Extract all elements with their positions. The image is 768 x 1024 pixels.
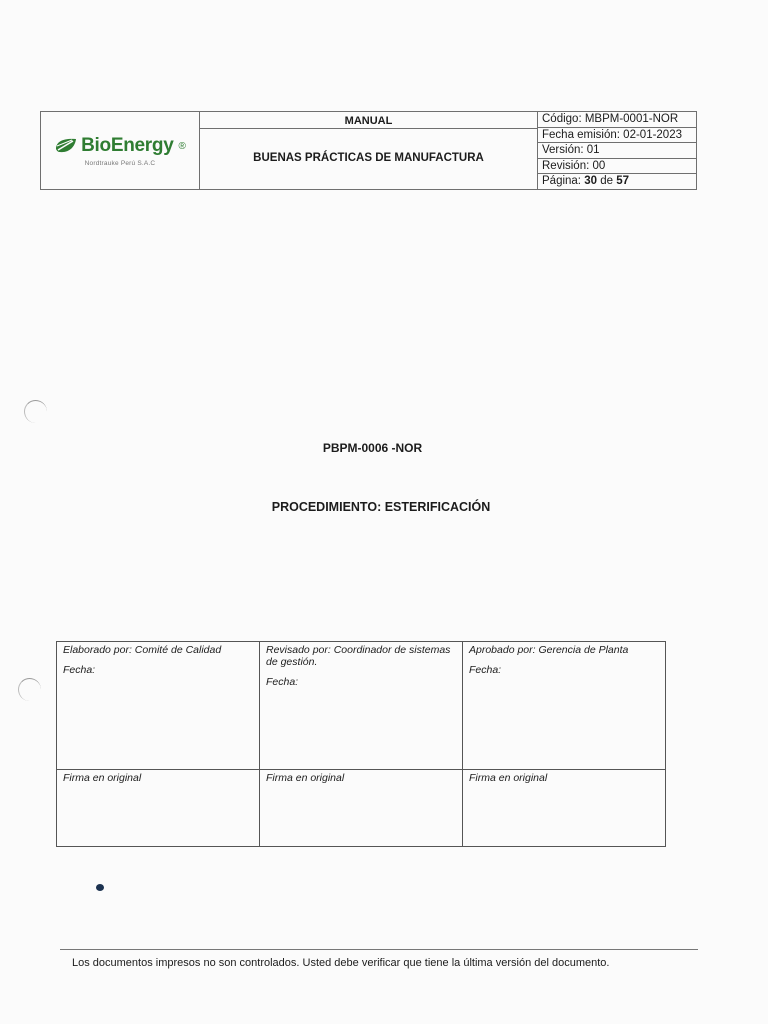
punch-hole-mark-bottom bbox=[18, 678, 41, 701]
footer-note: Los documentos impresos no son controlados. Usted debe verificar que tiene la última versión del documento. bbox=[72, 957, 610, 969]
procedure-title: PROCEDIMIENTO: ESTERIFICACIÓN bbox=[271, 500, 491, 514]
elaborado-firma: Firma en original bbox=[57, 770, 260, 847]
document-type: MANUAL bbox=[200, 114, 537, 129]
leaf-icon bbox=[54, 137, 78, 155]
document-header bbox=[40, 111, 697, 190]
ink-dot bbox=[96, 884, 104, 891]
company-logo bbox=[54, 135, 186, 157]
logo-subtitle: Nordtrauke Perú S.A.C bbox=[84, 160, 156, 168]
punch-hole-mark-top bbox=[24, 400, 47, 423]
elaborado-fecha: Fecha: bbox=[63, 664, 96, 676]
pagina-de: de bbox=[600, 175, 614, 188]
meta-version: Versión: 01 bbox=[538, 143, 696, 159]
revisado-cell bbox=[260, 642, 463, 770]
pagina-number: 30 bbox=[584, 175, 598, 188]
revisado-role: Revisado por: Coordinador de sistemas de gestión. bbox=[266, 644, 451, 668]
elaborado-cell bbox=[57, 642, 260, 770]
pagina-total: 57 bbox=[616, 175, 630, 188]
procedure-code: PBPM-0006 -NOR bbox=[322, 441, 423, 455]
aprobado-role: Aprobado por: Gerencia de Planta bbox=[469, 644, 629, 656]
elaborado-role: Elaborado por: Comité de Calidad bbox=[63, 644, 222, 656]
logo-cell bbox=[41, 112, 200, 190]
revisado-fecha: Fecha: bbox=[266, 676, 299, 688]
aprobado-fecha: Fecha: bbox=[469, 664, 502, 676]
aprobado-firma: Firma en original bbox=[463, 770, 666, 847]
registered-mark: ® bbox=[178, 140, 186, 152]
footer-divider bbox=[60, 949, 698, 950]
document-name: BUENAS PRÁCTICAS DE MANUFACTURA bbox=[253, 151, 484, 164]
meta-revision: Revisión: 00 bbox=[538, 159, 696, 175]
revisado-firma: Firma en original bbox=[260, 770, 463, 847]
meta-pagina bbox=[538, 174, 696, 189]
meta-fecha-emision: Fecha emisión: 02-01-2023 bbox=[538, 128, 696, 144]
header-title-cell bbox=[200, 112, 538, 190]
logo-name: BioEnergy bbox=[81, 135, 174, 157]
aprobado-cell bbox=[463, 642, 666, 770]
meta-codigo: Código: MBPM-0001-NOR bbox=[538, 112, 696, 128]
pagina-label: Página: bbox=[542, 175, 582, 188]
header-meta-cell bbox=[538, 112, 697, 190]
approval-table bbox=[56, 641, 666, 847]
